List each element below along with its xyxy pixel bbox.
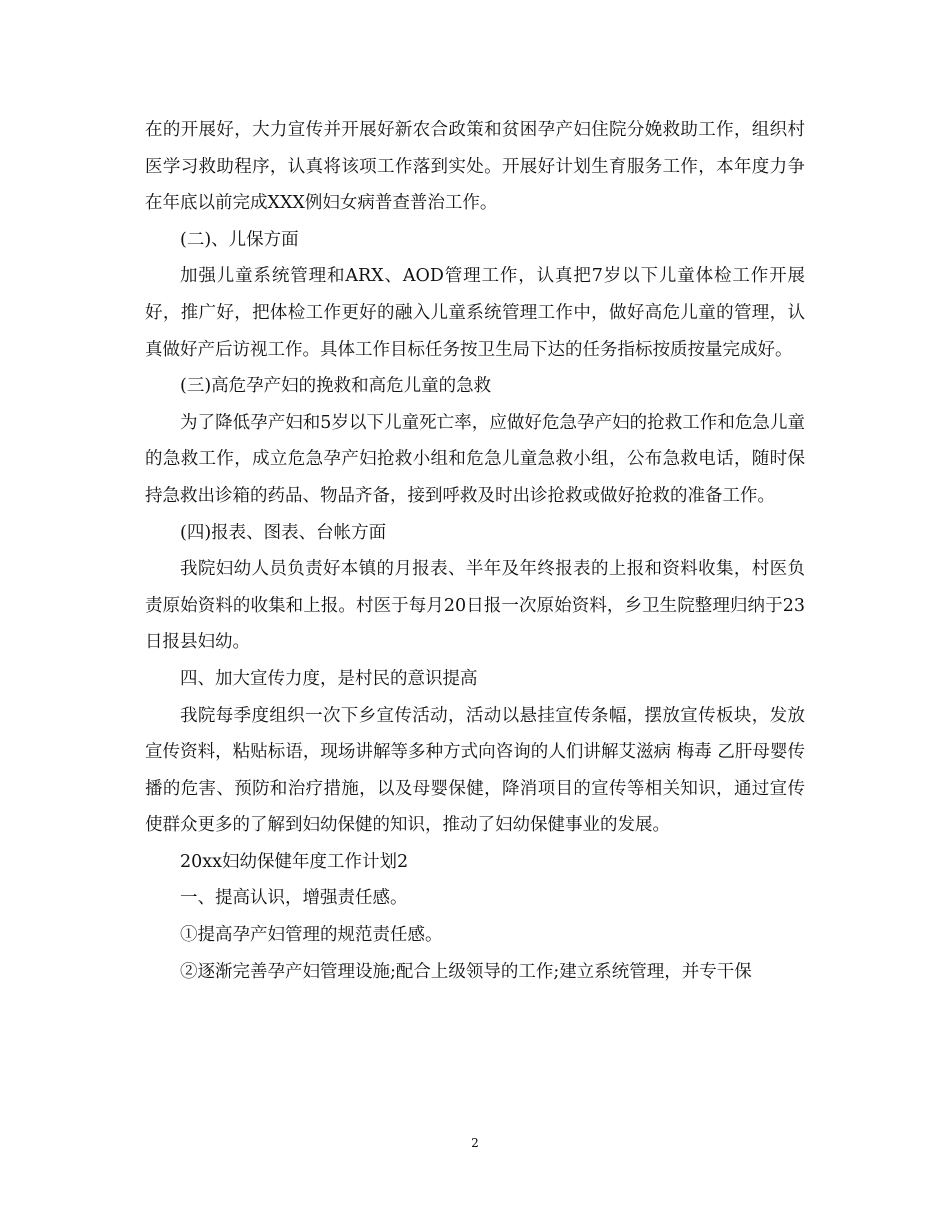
paragraph-high-risk-rescue: 为了降低孕产妇和5岁以下儿童死亡率，应做好危急孕产妇的抢救工作和危急儿童的急救工作，成立危急孕产妇抢救小组和危急儿童急救小组，公布急救电话，随时保持急救出诊箱的药品、物品齐备，接到呼救及时出诊抢救或做好抢救的准备工作。: [145, 412, 805, 506]
heading-reports: (四)报表、图表、台帐方面: [180, 522, 387, 543]
heading-high-risk-rescue: (三)高危孕产妇的挽救和高危儿童的急救: [180, 376, 492, 397]
list-item-1: ①提高孕产妇管理的规范责任感。: [180, 925, 443, 946]
list-item-2: ②逐渐完善孕产妇管理设施;配合上级领导的工作;建立系统管理，并专干保: [180, 961, 752, 982]
heading-awareness: 一、提高认识，增强责任感。: [180, 888, 408, 909]
paragraph-continuation: 在的开展好，大力宣传并开展好新农合政策和贫困孕产妇住院分娩救助工作，组织村医学习救助程序，认真将该项工作落到实处。开展好计划生育服务工作，本年度力争在年底以前完成XXX例妇女病普查普治工作。: [145, 120, 805, 214]
page-number: 2: [471, 1136, 479, 1150]
heading-publicity: 四、加大宣传力度，是村民的意识提高: [180, 668, 478, 689]
paragraph-child-care: 加强儿童系统管理和ARX、AOD管理工作，认真把7岁以下儿童体检工作开展好，推广好，把体检工作更好的融入儿童系统管理工作中，做好高危儿童的管理，认真做好产后访视工作。具体工作目标任务按卫生局下达的任务指标按质按量完成好。: [145, 266, 805, 360]
paragraph-reports: 我院妇幼人员负责好本镇的月报表、半年及年终报表的上报和资料收集，村医负责原始资料的收集和上报。村医于每月20日报一次原始资料，乡卫生院整理归纳于23日报县妇幼。: [145, 559, 805, 653]
document-body: [145, 112, 805, 990]
heading-child-care: (二)、儿保方面: [180, 229, 299, 250]
paragraph-publicity: 我院每季度组织一次下乡宣传活动，活动以悬挂宣传条幅，摆放宣传板块，发放宣传资料，粘贴标语，现场讲解等多种方式向咨询的人们讲解艾滋病 梅毒 乙肝母婴传播的危害、预防和治疗措施，以及母婴保健，降消项目的宣传等相关知识，通过宣传使群众更多的了解到妇幼保健的知识，推动了妇幼保健事业的发展。: [145, 705, 805, 836]
plan-title: 20xx妇幼保健年度工作计划2: [180, 851, 409, 872]
